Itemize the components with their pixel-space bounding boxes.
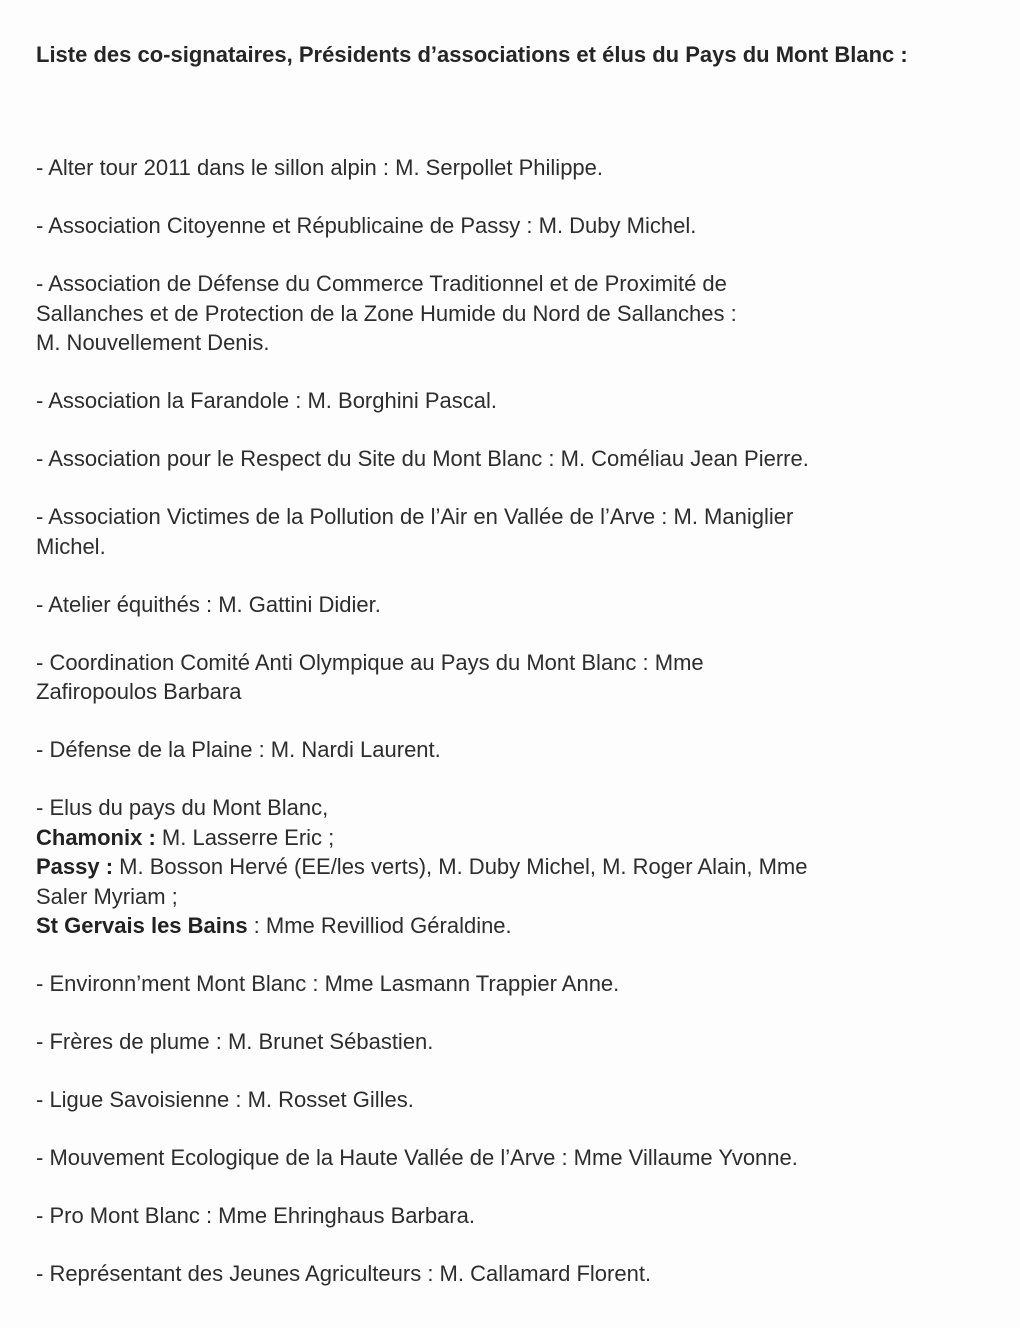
entry-line: - Défense de la Plaine : M. Nardi Laurent. bbox=[36, 737, 441, 762]
chamonix-text: M. Lasserre Eric ; bbox=[155, 824, 335, 850]
passy-label: Passy : bbox=[36, 854, 114, 879]
entry-line: - Mouvement Ecologique de la Haute Vallée de l’Arve : Mme Villaume Yvonne. bbox=[36, 1145, 798, 1170]
elus-list-item bbox=[36, 793, 996, 941]
list-item bbox=[36, 211, 996, 241]
list-item bbox=[36, 590, 996, 620]
entry-line: Sallanches et de Protection de la Zone Humide du Nord de Sallanches : bbox=[36, 300, 737, 326]
entry-line: - Frères de plume : M. Brunet Sébastien. bbox=[36, 1029, 434, 1054]
entry-line: - Association la Farandole : M. Borghini Pascal. bbox=[36, 388, 498, 413]
list-item bbox=[36, 1259, 996, 1289]
entry-line: - Atelier équithés : M. Gattini Didier. bbox=[36, 591, 381, 617]
list-item bbox=[36, 1085, 996, 1115]
list-item bbox=[36, 386, 996, 416]
stgervais-label: St Gervais les Bains bbox=[36, 913, 248, 938]
entry-line: - Représentant des Jeunes Agriculteurs : M. Callamard Florent. bbox=[36, 1261, 652, 1286]
entry-line: - Association Citoyenne et Républicaine de Passy : M. Duby Michel. bbox=[36, 213, 697, 238]
elus-stgervais-line bbox=[36, 911, 996, 941]
elus-intro: - Elus du pays du Mont Blanc, bbox=[36, 795, 329, 820]
entry-line: Michel. bbox=[36, 533, 106, 559]
list-item bbox=[36, 444, 996, 474]
list-item bbox=[36, 1201, 996, 1231]
entry-line: M. Nouvellement Denis. bbox=[36, 330, 270, 355]
passy-text: M. Bosson Hervé (EE/les verts), M. Duby Michel, M. Roger Alain, Mme bbox=[113, 854, 808, 879]
list-item bbox=[36, 153, 996, 183]
list-item bbox=[36, 1143, 996, 1173]
entry-line: - Association pour le Respect du Site du Mont Blanc : M. Coméliau Jean Pierre. bbox=[36, 446, 809, 471]
entry-line: - Ligue Savoisienne : M. Rosset Gilles. bbox=[36, 1087, 414, 1112]
list-item bbox=[36, 648, 996, 707]
entry-line: - Pro Mont Blanc : Mme Ehringhaus Barbara. bbox=[36, 1203, 475, 1228]
list-item bbox=[36, 735, 996, 765]
entry-line: Zafiropoulos Barbara bbox=[36, 679, 242, 704]
chamonix-label: Chamonix : bbox=[36, 824, 156, 850]
list-item bbox=[36, 502, 996, 561]
elus-passy-line bbox=[36, 852, 996, 882]
list-item bbox=[36, 1027, 996, 1057]
stgervais-text: : Mme Revilliod Géraldine. bbox=[247, 913, 512, 938]
signatory-list bbox=[36, 153, 996, 1317]
list-item bbox=[36, 269, 996, 358]
entry-line: - Association de Défense du Commerce Traditionnel et de Proximité de bbox=[36, 271, 727, 296]
entry-line: - Coordination Comité Anti Olympique au Pays du Mont Blanc : Mme bbox=[36, 649, 704, 675]
elus-passy-line-2: Saler Myriam ; bbox=[36, 883, 178, 909]
entry-line: - Environn’ment Mont Blanc : Mme Lasmann Trappier Anne. bbox=[36, 971, 620, 996]
entry-line: - Alter tour 2011 dans le sillon alpin : M. Serpollet Philippe. bbox=[36, 155, 604, 180]
elus-chamonix-line bbox=[36, 823, 996, 853]
list-item bbox=[36, 969, 996, 999]
document-title: Liste des co-signataires, Présidents d’associations et élus du Pays du Mont Blanc : bbox=[36, 42, 908, 67]
entry-line: - Association Victimes de la Pollution de l’Air en Vallée de l’Arve : M. Maniglier bbox=[36, 504, 794, 529]
